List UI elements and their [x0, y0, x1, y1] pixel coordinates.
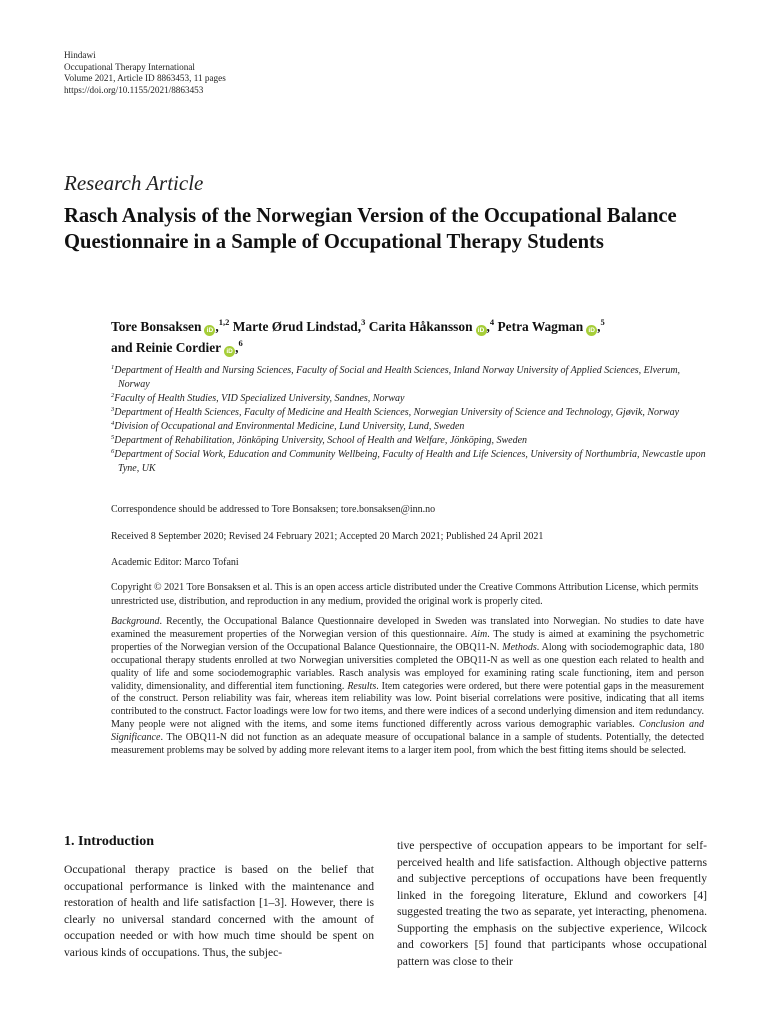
affiliation-number: 6: [111, 448, 115, 455]
abstract: [111, 616, 704, 758]
abstract-section-label: Conclusion and Significance: [111, 719, 705, 744]
orcid-icon[interactable]: iD: [586, 325, 597, 336]
author-affiliation-number: 1,2: [218, 317, 230, 327]
academic-editor: Academic Editor: Marco Tofani: [111, 557, 239, 568]
author-list: [111, 316, 711, 358]
abstract-section-text: . Along with sociodemographic data, 180 occupational therapy students enrolled at two Norwegian universities completed the OBQ11-N as well as one question each related to health and quality of life and some sociodemographic variables. Rasch analysis was employed for examining rating scale functioning, item and person validity, dimensionality, and differential item functioning.: [111, 641, 704, 692]
affiliation-number: 3: [111, 406, 115, 413]
affiliation-text: Faculty of Health Studies, VID Specialized University, Sandnes, Norway: [114, 393, 405, 404]
affiliation-item: [111, 364, 711, 392]
orcid-icon[interactable]: iD: [204, 325, 215, 336]
author-name: Tore Bonsaksen: [111, 319, 202, 334]
affiliation-item: [111, 448, 711, 476]
intro-right-column: tive perspective of occupation appears to be important for self-perceived health and life satisfaction. Although objective patterns and subjective perceptions of occupations have been frequently linked in the foregoing literature, Eklund and coworkers [4] suggested treating the two as separate, yet interacting, phenomena. Supporting the emphasis on the subjective experience, Wilcock and coworkers [5] found that participants whose occupational pattern was close to their: [397, 839, 707, 968]
affiliation-text: Department of Health and Nursing Sciences, Faculty of Social and Health Sciences, Inland Norway University of Applied Sciences, Elverum, Norway: [114, 365, 681, 390]
affiliation-number: 2: [111, 392, 115, 399]
abstract-section-label: Aim: [471, 628, 488, 640]
journal-name: Occupational Therapy International: [64, 61, 195, 72]
author-affiliation-number: 4: [489, 317, 495, 327]
author-name: and Reinie Cordier: [111, 340, 222, 355]
orcid-icon[interactable]: iD: [476, 325, 487, 336]
author-entry: [233, 319, 366, 334]
author-affiliation-number: 6: [238, 338, 243, 348]
copyright-notice: Copyright © 2021 Tore Bonsaksen et al. This is an open access article distributed under the Creative Commons Attribution License, which permits unrestricted use, distribution, and reproduction in any medium, provided the original work is properly cited.: [111, 582, 699, 607]
affiliation-list: [111, 364, 711, 476]
author-name: Petra Wagman: [497, 319, 584, 334]
intro-left-column: Occupational therapy practice is based on the belief that occupational performance is linked with the maintenance and restoration of health and life satisfaction [1–3]. However, there is clearly no universal standard concerned with the amount of occupation needed or with how much time should be spent on various kinds of occupations. Thus, the subjec-: [64, 863, 374, 959]
abstract-section-text: . Recently, the Occupational Balance Questionnaire developed in Sweden was translated into Norwegian. No studies to date have examined the measurement properties of the Norwegian version of this questionnaire.: [111, 616, 704, 640]
publication-dates: Received 8 September 2020; Revised 24 February 2021; Accepted 20 March 2021; Published 24 April 2021: [111, 531, 544, 542]
author-entry: Carita Håkansson iD ,$^4$: [368, 317, 495, 334]
author-entry: and Reinie Cordier iD ,$^6$: [111, 338, 243, 355]
author-name: Carita Håkansson: [368, 319, 473, 334]
affiliation-number: 1: [111, 364, 115, 371]
affiliation-item: [111, 434, 711, 448]
orcid-icon[interactable]: iD: [224, 346, 235, 357]
affiliation-text: Division of Occupational and Environmental Medicine, Lund University, Lund, Sweden: [114, 421, 465, 432]
journal-header: [64, 50, 226, 96]
doi-link[interactable]: https://doi.org/10.1155/2021/8863453: [64, 84, 204, 95]
affiliation-text: Department of Health Sciences, Faculty of Medicine and Health Sciences, Norwegian University of Science and Technology, Gjøvik, Norway: [114, 407, 680, 418]
volume-line: Volume 2021, Article ID 8863453, 11 pages: [64, 73, 226, 83]
affiliation-item: [111, 420, 711, 434]
author-affiliation-number: 3: [361, 317, 366, 327]
article-type: Research Article: [64, 171, 204, 195]
abstract-section-label: Background: [111, 616, 160, 627]
abstract-section-label: Methods: [502, 641, 537, 653]
affiliation-item: [111, 406, 711, 420]
author-entry: Petra Wagman iD ,$^5$: [497, 317, 605, 334]
affiliation-text: Department of Social Work, Education and Community Wellbeing, Faculty of Health and Life Sciences, University of Northumbria, Newcastle upon Tyne, UK: [114, 449, 706, 474]
abstract-section-text: . The study is aimed at examining the psychometric properties of the Norwegian version of the Occupational Balance Questionnaire, the OBQ11-N.: [111, 628, 704, 653]
affiliation-item: [111, 392, 711, 406]
affiliation-number: 5: [111, 434, 115, 441]
abstract-section-label: Results: [347, 680, 377, 692]
author-affiliation-number: 5: [600, 317, 605, 327]
author-entry: Tore Bonsaksen iD ,$^{1,2}$: [111, 317, 230, 334]
abstract-section-text: . Item categories were ordered, but there were potential gaps in the measurement of the construct. Person reliability was fair, whereas item reliability was low. Point biserial correlations were positive, indicating that all items contributed to the construct. Factor loadings were low for two items, and there were indices of a second underlying dimension and item redundancy. Many people were not aligned with the items, and some items functioned differently across various demographic variables.: [111, 680, 704, 731]
author-name: Marte Ørud Lindstad,: [232, 319, 362, 334]
publisher-name: Hindawi: [64, 50, 96, 60]
section-heading-introduction: 1. Introduction: [64, 834, 154, 849]
affiliation-number: 4: [111, 420, 115, 427]
article-title: Rasch Analysis of the Norwegian Version of the Occupational Balance Questionnaire in a Sample of Occupational Therapy Students: [64, 205, 677, 253]
affiliation-text: Department of Rehabilitation, Jönköping University, School of Health and Welfare, Jönköping, Sweden: [114, 435, 528, 446]
correspondence: Correspondence should be addressed to Tore Bonsaksen; tore.bonsaksen@inn.no: [111, 504, 436, 515]
abstract-section-text: . The OBQ11-N did not function as an adequate measure of occupational balance in a sample of students. Potentially, the detected measurement problems may be solved by adding more relevant items to a larger item pool, from which the best fitting items should be selected.: [111, 732, 704, 757]
